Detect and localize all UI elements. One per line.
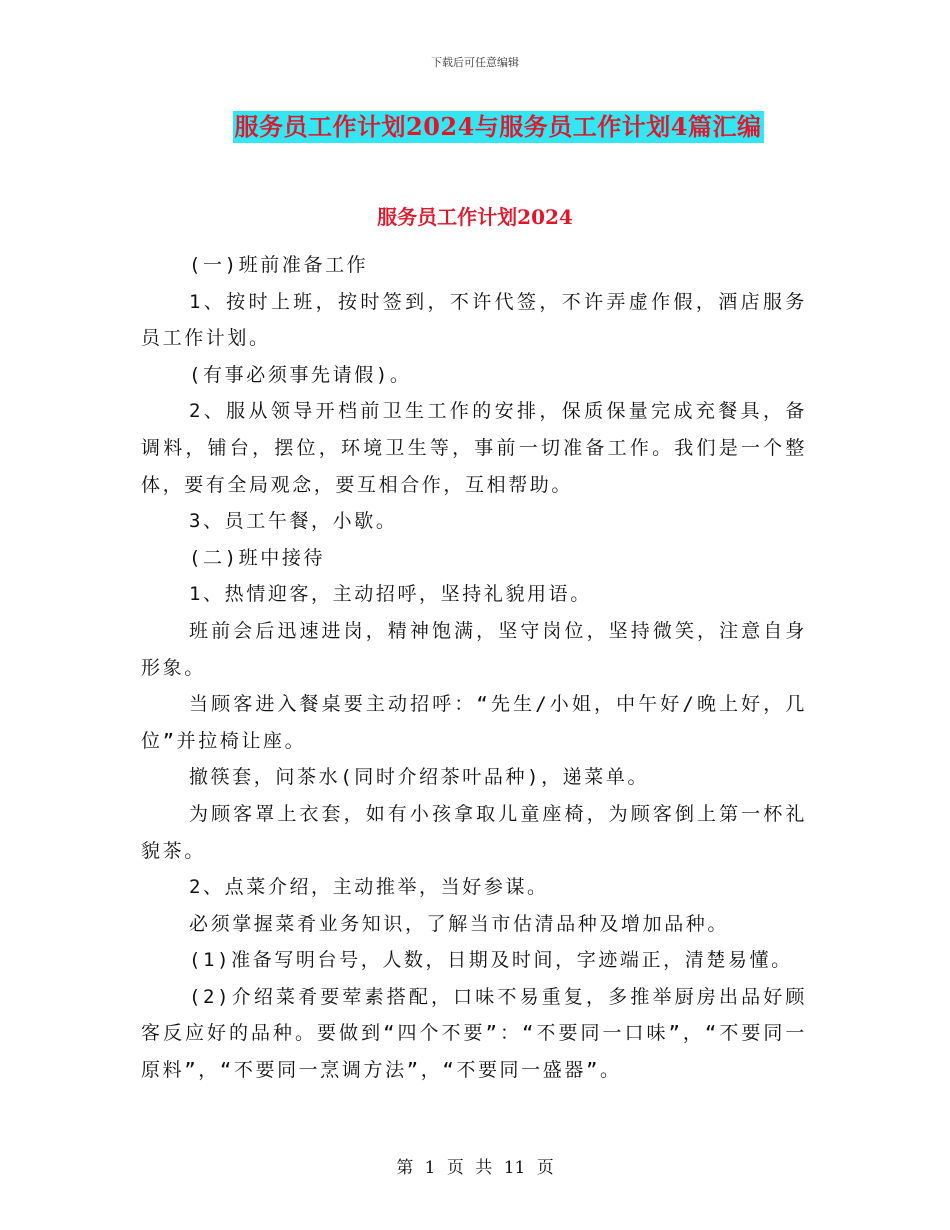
paragraph: 班前会后迅速进岗，精神饱满，坚守岗位，坚持微笑，注意自身形象。 [141,619,807,679]
footer-total-label: 共 [475,1158,493,1178]
header-note: 下载后可任意编辑 [431,56,519,69]
paragraph: (1)准备写明台号，人数，日期及时间，字迹端正，清楚易懂。 [189,949,793,972]
paragraph: 撤筷套，问茶水(同时介绍茶叶品种)，递菜单。 [189,766,650,789]
paragraph: 必须掌握菜肴业务知识，了解当市估清品种及增加品种。 [189,912,730,935]
main-title-container [0,111,950,143]
paragraph: 3、员工午餐，小歇。 [189,510,398,533]
paragraph: 1、热情迎客，主动招呼，坚持礼貌用语。 [189,583,592,606]
paragraph: 1、按时上班，按时签到，不许代签，不许弄虚作假，酒店服务员工作计划。 [141,290,807,350]
document-title: 服务员工作计划2024与服务员工作计划4篇汇编 [234,112,762,141]
section-title: 服务员工作计划2024 [377,205,573,229]
paragraph: (2)介绍菜肴要荤素搭配，口味不易重复，多推举厨房出品好顾客反应好的品种。要做到“四个不要”：“不要同一口味”，“不要同一原料”，“不要同一烹调方法”，“不要同一盛器”。 [141,985,807,1082]
paragraph: (二)班中接待 [189,546,326,569]
document-body [141,247,807,1089]
paragraph: 2、点菜介绍，主动推举，当好参谋。 [189,876,549,899]
page-footer [0,1153,950,1178]
paragraph: (有事必须事先请假)。 [189,363,412,386]
paragraph: 2、服从领导开档前卫生工作的安排，保质保量完成充餐具，备调料，铺台，摆位，环境卫生等，事前一切准备工作。我们是一个整体，要有全局观念，要互相合作，互相帮助。 [141,400,807,496]
footer-total-pages: 11 [503,1158,526,1178]
footer-page-number: 1 [424,1158,436,1178]
paragraph: (一)班前准备工作 [189,254,369,276]
paragraph: 为顾客罩上衣套，如有小孩拿取儿童座椅，为顾客倒上第一杯礼貌茶。 [141,802,807,862]
paragraph: 当顾客进入餐桌要主动招呼：“先生/小姐，中午好/晚上好，几位”并拉椅让座。 [141,693,807,752]
footer-page-suffix: 页 [536,1158,554,1178]
footer-page-prefix: 第 [396,1158,414,1178]
footer-page-mid: 页 [446,1158,464,1178]
